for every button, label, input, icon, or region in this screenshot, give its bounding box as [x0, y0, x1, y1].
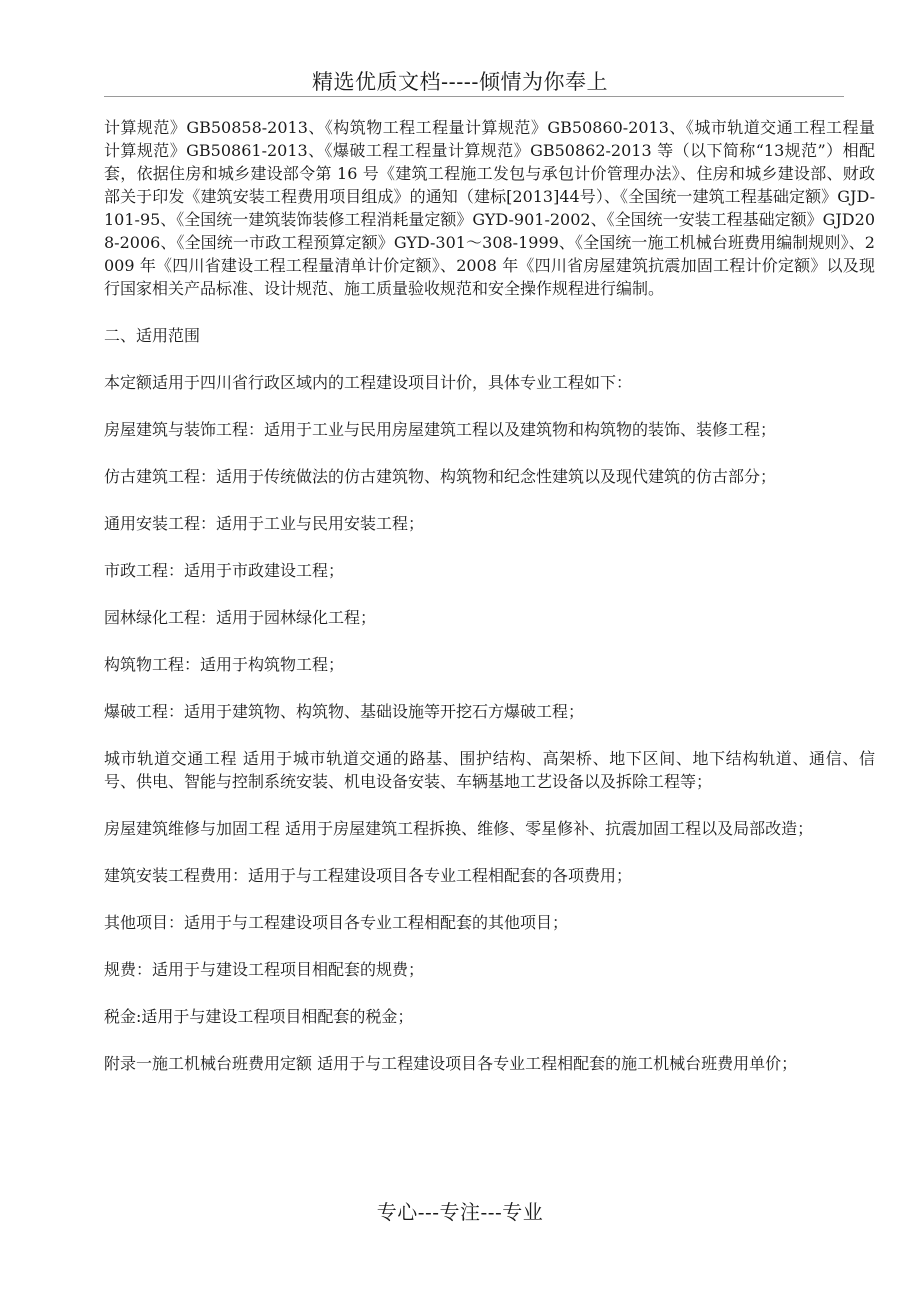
scope-item: 通用安装工程：适用于工业与民用安装工程； [104, 514, 425, 533]
document-body [104, 116, 875, 1099]
scope-intro: 本定额适用于四川省行政区域内的工程建设项目计价，具体专业工程如下： [104, 373, 633, 392]
scope-item: 税金:适用于与建设工程项目相配套的税金； [104, 1007, 414, 1026]
scope-item: 附录一施工机械台班费用定额 适用于与工程建设项目各专业工程相配套的施工机械台班费用单价； [104, 1054, 798, 1073]
section-heading: 二、适用范围 [104, 326, 201, 345]
header-divider [104, 96, 844, 97]
scope-item: 园林绿化工程：适用于园林绿化工程； [104, 608, 377, 627]
intro-paragraph: 计算规范》GB50858-2013、《构筑物工程工程量计算规范》GB50860-2013、《城市轨道交通工程工程量计算规范》GB50861-2013、《爆破工程工程量计算规范》GB50862-2013 等（以下简称“13规范”）相配套，依据住房和城乡建设部令第 16 号《建筑工程施工发包与承包计价管理办法》、住房和城乡建设部、财政部关于印发《建筑安装工程费用项目组成》的通知（建标[2013]44号）、《全国统一建筑工程基础定额》GJD-101-95、《全国统一建筑装饰装修工程消耗量定额》GYD-901-2002、《全国统一安装工程基础定额》GJD208-2006、《全国统一市政工程预算定额》GYD-301～308-1999、《全国统一施工机械台班费用编制规则》、2009 年《四川省建设工程工程量清单计价定额》、2008 年《四川省房屋建筑抗震加固工程计价定额》以及现行国家相关产品标准、设计规范、施工质量验收规范和安全操作规程进行编制。 [104, 118, 875, 298]
scope-item: 仿古建筑工程：适用于传统做法的仿古建筑物、构筑物和纪念性建筑以及现代建筑的仿古部分； [104, 467, 777, 486]
scope-item: 房屋建筑与装饰工程：适用于工业与民用房屋建筑工程以及建筑物和构筑物的装饰、装修工程； [104, 420, 777, 439]
page-header: 精选优质文档-----倾情为你奉上 [312, 70, 608, 94]
scope-item: 规费：适用于与建设工程项目相配套的规费； [104, 960, 425, 979]
scope-item: 构筑物工程：适用于构筑物工程； [104, 655, 345, 674]
scope-item: 建筑安装工程费用：适用于与工程建设项目各专业工程相配套的各项费用； [104, 866, 633, 885]
page-footer: 专心---专注---专业 [376, 1200, 544, 1224]
scope-item: 爆破工程：适用于建筑物、构筑物、基础设施等开挖石方爆破工程； [104, 702, 585, 721]
scope-item: 其他项目：适用于与工程建设项目各专业工程相配套的其他项目； [104, 913, 569, 932]
scope-item: 房屋建筑维修与加固工程 适用于房屋建筑工程拆换、维修、零星修补、抗震加固工程以及局部改造； [104, 819, 814, 838]
scope-item: 市政工程：适用于市政建设工程； [104, 561, 345, 580]
scope-item: 城市轨道交通工程 适用于城市轨道交通的路基、围护结构、高架桥、地下区间、地下结构轨道、通信、信号、供电、智能与控制系统安装、机电设备安装、车辆基地工艺设备以及拆除工程等； [104, 749, 875, 791]
